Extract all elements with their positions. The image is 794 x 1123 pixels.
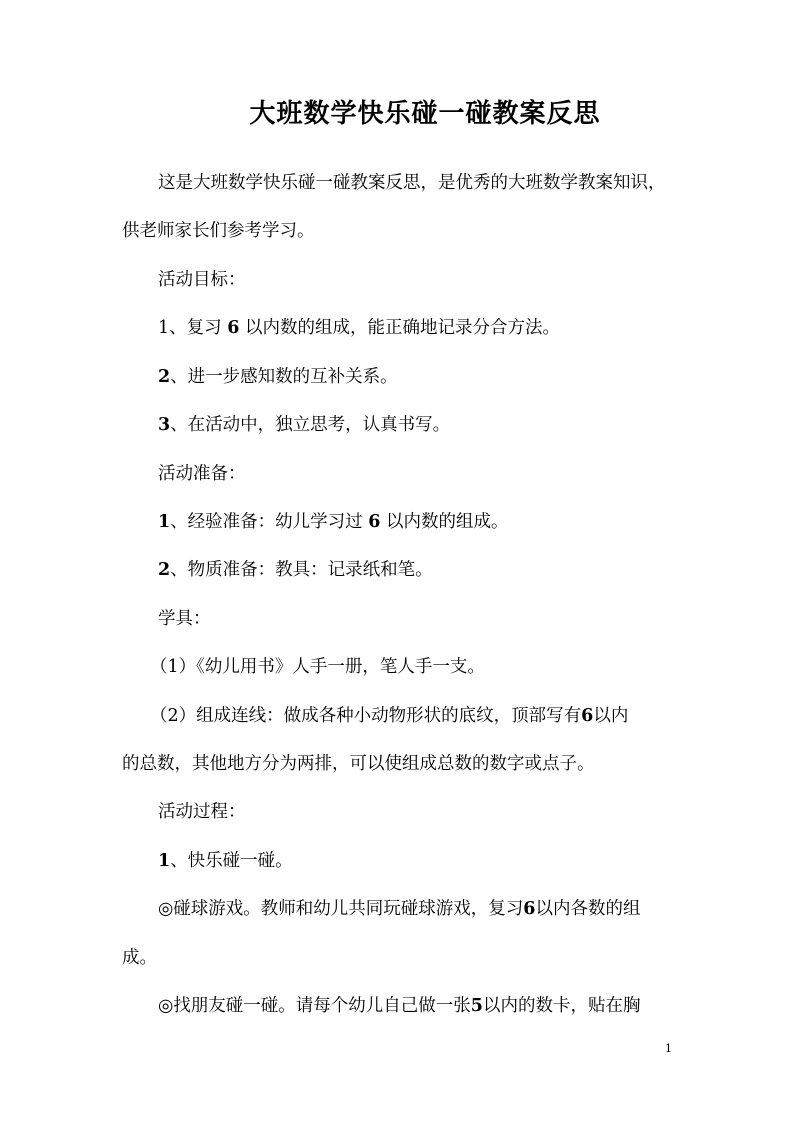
- step-1-number: 1: [158, 851, 171, 871]
- game-1-line-2: 成。: [122, 948, 157, 968]
- tool-2-line-2: 的总数，其他地方分为两排，可以使组成总数的数字或点子。: [122, 754, 595, 774]
- game-1-number: 6: [523, 899, 536, 919]
- tool-2-number: 6: [581, 706, 594, 726]
- game-1-text-a: ◎碰球游戏。教师和幼儿共同玩碰球游戏，复习: [158, 899, 524, 919]
- goal-3: [158, 412, 450, 438]
- game-2-text-a: ◎找朋友碰一碰。请每个幼儿自己做一张: [158, 996, 471, 1016]
- goal-2-text: 、进一步感知数的互补关系。: [170, 367, 398, 387]
- tools-heading: 学具：: [158, 609, 211, 629]
- goal-1-suffix: 以内数的组成，能正确地记录分合方法。: [244, 318, 560, 338]
- game-2-text-b: 以内的数卡，贴在胸: [482, 996, 641, 1016]
- prep-heading: 活动准备：: [158, 464, 246, 484]
- goal-1: [158, 315, 560, 341]
- goals-heading: 活动目标：: [158, 270, 246, 290]
- game-1: [158, 896, 640, 922]
- prep-2-text: 、物质准备：教具：记录纸和笔。: [170, 560, 433, 580]
- intro-line-2: 供老师家长们参考学习。: [122, 221, 315, 241]
- game-1-text-b: 以内各数的组: [535, 899, 641, 919]
- game-2: [158, 993, 640, 1019]
- prep-1-number: 1: [158, 512, 171, 532]
- intro-line-1: 这是大班数学快乐碰一碰教案反思，是优秀的大班数学教案知识，: [158, 173, 666, 193]
- prep-1-text-b: 以内数的组成。: [386, 512, 509, 532]
- goal-2-number: 2: [158, 367, 171, 387]
- document-title: 大班数学快乐碰一碰教案反思: [249, 99, 601, 129]
- goal-3-number: 3: [158, 415, 171, 435]
- goal-2: [158, 364, 398, 390]
- prep-1: [158, 509, 509, 535]
- tool-2-text-b: 以内: [593, 706, 629, 726]
- process-heading: 活动过程：: [158, 802, 246, 822]
- tool-1: （1）《幼儿用书》人手一册，笔人手一支。: [150, 657, 485, 677]
- page-number: 1: [665, 1042, 672, 1055]
- step-1-text: 、快乐碰一碰。: [170, 851, 293, 871]
- goal-3-text: 、在活动中，独立思考，认真书写。: [170, 415, 451, 435]
- step-1: [158, 848, 293, 874]
- game-2-number: 5: [470, 996, 483, 1016]
- prep-2: [158, 557, 433, 583]
- prep-1-value: 6: [368, 512, 381, 532]
- tool-2: [150, 703, 628, 729]
- prep-1-text-a: 、经验准备：幼儿学习过: [170, 512, 363, 532]
- prep-2-number: 2: [158, 560, 171, 580]
- goal-1-prefix: 1、复习: [158, 318, 222, 338]
- goal-1-number: 6: [227, 318, 240, 338]
- tool-2-text-a: （2）组成连线：做成各种小动物形状的底纹，顶部写有: [150, 706, 582, 726]
